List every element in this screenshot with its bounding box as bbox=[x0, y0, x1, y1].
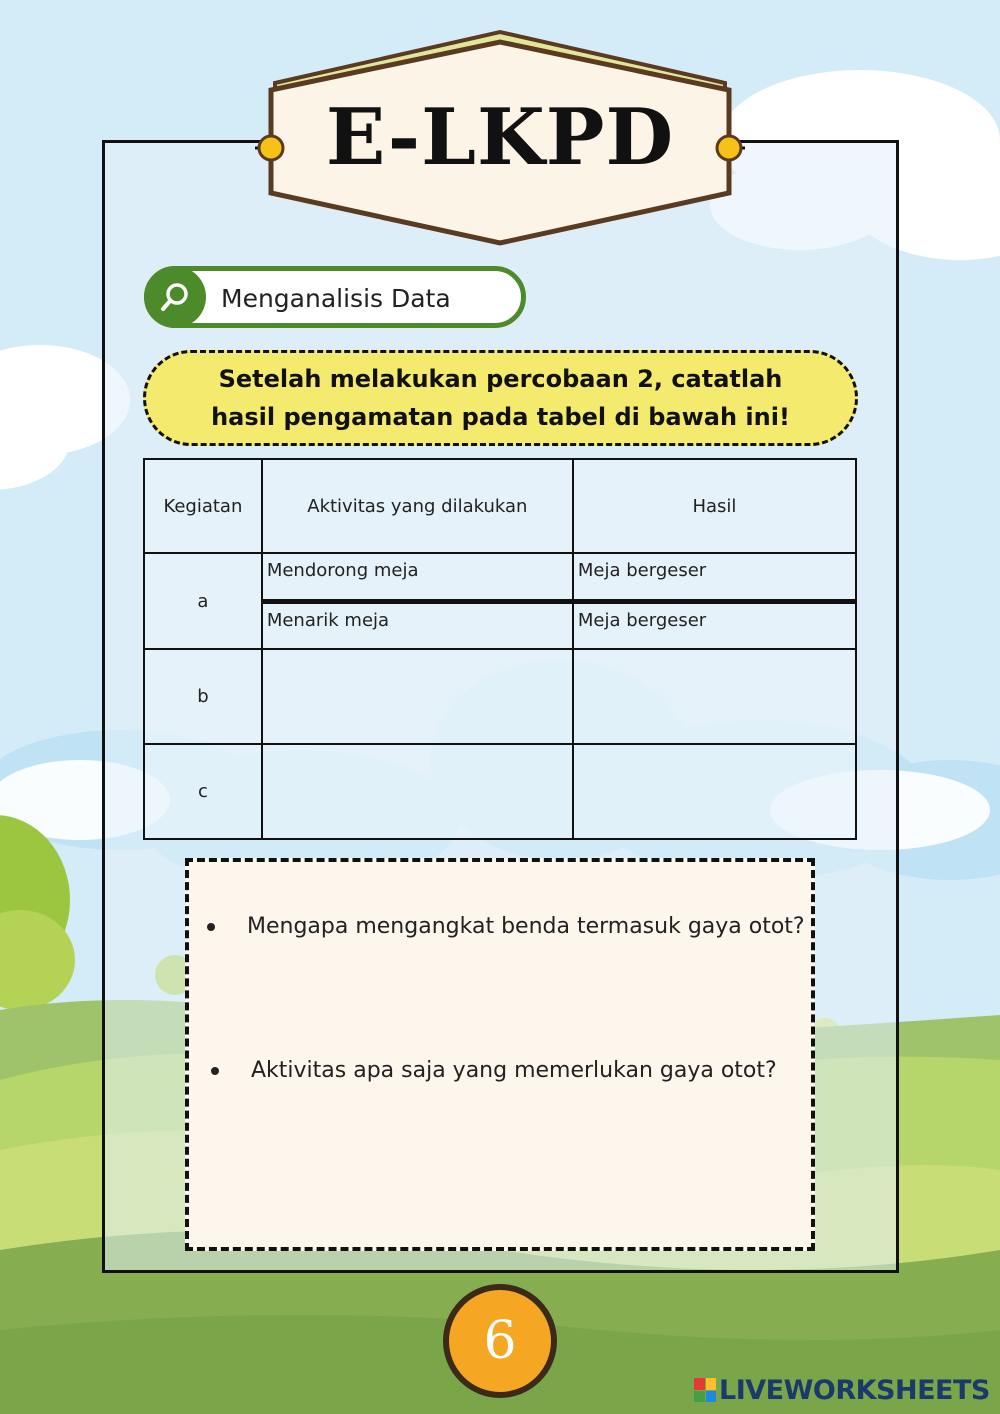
activity-cell[interactable]: Mendorong meja bbox=[262, 553, 573, 601]
brand-mark-icon bbox=[694, 1378, 716, 1402]
table-header: Aktivitas yang dilakukan bbox=[262, 459, 573, 553]
result-cell[interactable]: Meja bergeser bbox=[573, 553, 856, 601]
questions-box bbox=[185, 858, 815, 1251]
question-item bbox=[211, 1058, 777, 1083]
activity-cell[interactable] bbox=[262, 649, 573, 744]
result-cell[interactable]: Meja bergeser bbox=[573, 601, 856, 649]
table-header: Hasil bbox=[573, 459, 856, 553]
page-title: E-LKPD bbox=[325, 92, 675, 183]
table-header: Kegiatan bbox=[144, 459, 262, 553]
activity-cell[interactable] bbox=[262, 744, 573, 839]
observation-table bbox=[143, 458, 857, 840]
question-text: Mengapa mengangkat benda termasuk gaya otot? bbox=[247, 914, 805, 939]
activity-cell[interactable]: Menarik meja bbox=[262, 601, 573, 649]
brand-logo bbox=[694, 1374, 990, 1406]
section-label: Menganalisis Data bbox=[221, 284, 451, 313]
search-icon bbox=[144, 266, 206, 328]
page-number-badge: 6 bbox=[443, 1284, 557, 1398]
bullet-icon bbox=[211, 1067, 219, 1075]
brand-text: LIVEWORKSHEETS bbox=[719, 1374, 990, 1406]
bullet-icon bbox=[207, 923, 215, 931]
instruction-banner bbox=[143, 350, 858, 446]
row-label: a bbox=[144, 553, 262, 649]
result-cell[interactable] bbox=[573, 744, 856, 839]
result-cell[interactable] bbox=[573, 649, 856, 744]
table-row bbox=[144, 744, 856, 839]
row-label: c bbox=[144, 744, 262, 839]
table-header-row bbox=[144, 459, 856, 553]
row-label: b bbox=[144, 649, 262, 744]
question-text: Aktivitas apa saja yang memerlukan gaya otot? bbox=[251, 1058, 777, 1083]
section-pill bbox=[144, 266, 526, 328]
question-item bbox=[207, 914, 805, 939]
table-row bbox=[144, 553, 856, 601]
table-row bbox=[144, 649, 856, 744]
instruction-text: Setelah melakukan percobaan 2, catatlah hasil pengamatan pada tabel di bawah ini! bbox=[211, 365, 790, 431]
